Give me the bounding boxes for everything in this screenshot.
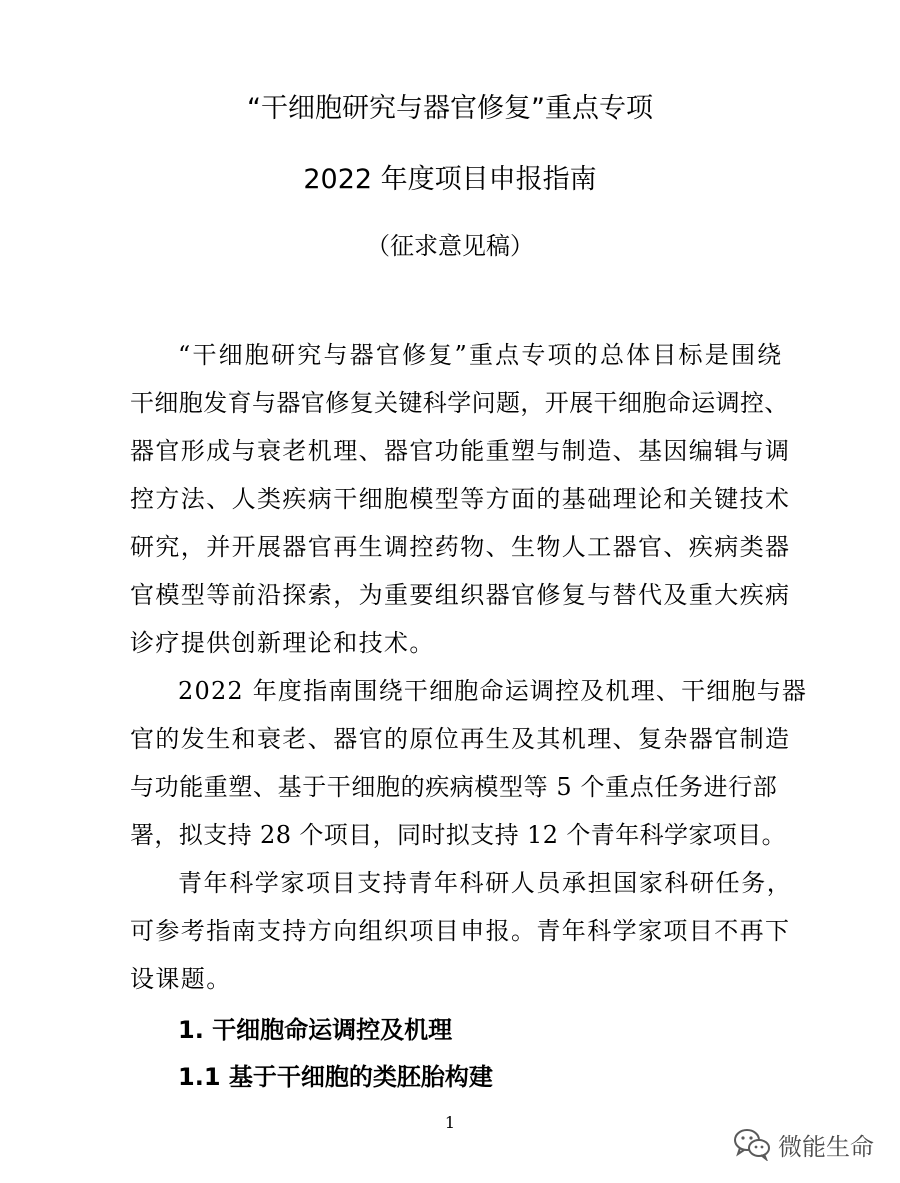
wechat-watermark bbox=[732, 1124, 874, 1164]
section-heading-1-1: 1.1 基于干细胞的类胚胎构建 bbox=[178, 1063, 493, 1091]
paragraph-3-line: 设课题。 bbox=[130, 965, 232, 993]
page-number: 1 bbox=[444, 1113, 456, 1132]
paragraph-2-line: 署，拟支持 28 个项目，同时拟支持 12 个青年科学家项目。 bbox=[130, 821, 786, 849]
paragraph-2-line: 官的发生和衰老、器官的原位再生及其机理、复杂器官制造 bbox=[130, 725, 791, 753]
title-line-2: 2022 年度项目申报指南 bbox=[303, 164, 597, 195]
paragraph-3-line: 青年科学家项目支持青年科研人员承担国家科研任务， bbox=[178, 869, 793, 897]
paragraph-3-line: 可参考指南支持方向组织项目申报。青年科学家项目不再下 bbox=[130, 917, 791, 945]
paragraph-1-line: “干细胞研究与器官修复”重点专项的总体目标是围绕 bbox=[178, 341, 784, 369]
paragraph-1-line: 器官形成与衰老机理、器官功能重塑与制造、基因编辑与调 bbox=[130, 437, 791, 465]
paragraph-2-line: 与功能重塑、基于干细胞的疾病模型等 5 个重点任务进行部 bbox=[130, 773, 778, 801]
title-line-3: （征求意见稿） bbox=[366, 232, 534, 260]
watermark-text: 微能生命 bbox=[778, 1132, 874, 1161]
paragraph-1-line: 官模型等前沿探索，为重要组织器官修复与替代及重大疾病 bbox=[130, 581, 791, 609]
paragraph-1-line: 研究，并开展器官再生调控药物、生物人工器官、疾病类器 bbox=[130, 533, 791, 561]
wechat-icon bbox=[732, 1127, 772, 1161]
paragraph-1-line: 控方法、人类疾病干细胞模型等方面的基础理论和关键技术 bbox=[130, 485, 791, 513]
paragraph-1-line: 诊疗提供创新理论和技术。 bbox=[130, 629, 435, 657]
paragraph-1-line: 干细胞发育与器官修复关键科学问题，开展干细胞命运调控、 bbox=[130, 389, 789, 417]
paragraph-2-line: 2022 年度指南围绕干细胞命运调控及机理、干细胞与器 bbox=[178, 677, 808, 705]
title-line-1: “干细胞研究与器官修复”重点专项 bbox=[247, 93, 653, 124]
section-heading-1: 1. 干细胞命运调控及机理 bbox=[178, 1016, 453, 1044]
